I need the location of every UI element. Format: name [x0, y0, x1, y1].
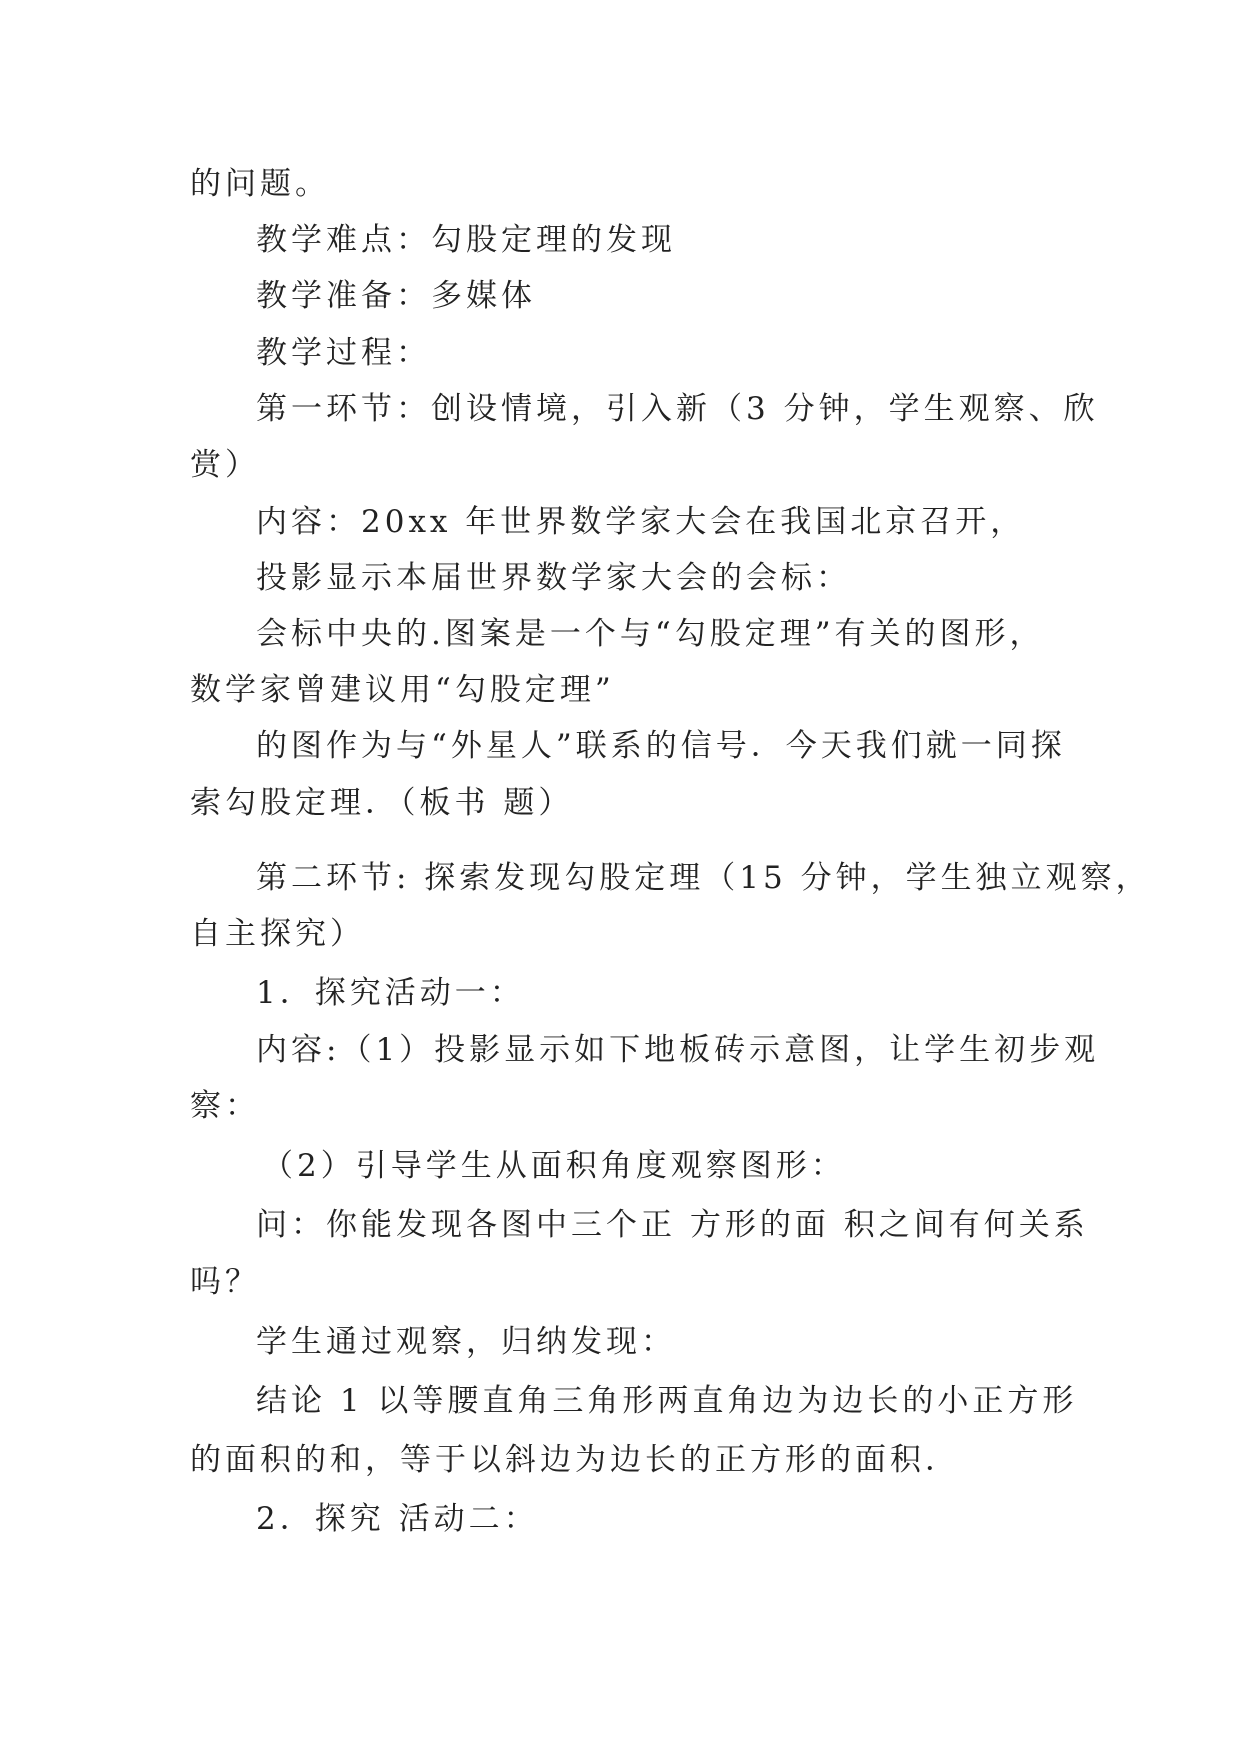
text-line: 吗？ — [190, 1264, 260, 1300]
text-line: 2．探究 活动二： — [256, 1501, 539, 1537]
text-line: 察： — [190, 1088, 260, 1124]
text-line: 教学过程： — [256, 335, 431, 371]
text-line: 教学难点：勾股定理的发现 — [256, 222, 676, 258]
text-line: 索勾股定理．（板书 题） — [190, 785, 574, 821]
text-line: 教学准备：多媒体 — [256, 278, 536, 314]
text-line: （2）引导学生从面积角度观察图形： — [262, 1148, 846, 1184]
text-line: 问：你能发现各图中三个正 方形的面 积之间有何关系 — [256, 1207, 1089, 1243]
text-line: 自主探究） — [190, 916, 365, 952]
text-line: 的面积的和，等于以斜边为边长的正方形的面积． — [190, 1442, 960, 1478]
text-line: 投影显示本届世界数学家大会的会标： — [256, 560, 851, 596]
text-line: 赏） — [190, 447, 260, 483]
text-line: 内容：20xx 年世界数学家大会在我国北京召开， — [256, 504, 1026, 540]
text-line: 内容:（1）投影显示如下地板砖示意图，让学生初步观 — [256, 1032, 1100, 1068]
text-line: 的问题。 — [190, 166, 330, 202]
text-line: 学生通过观察，归纳发现： — [256, 1324, 676, 1360]
text-line: 会标中央的.图案是一个与“勾股定理”有关的图形， — [256, 616, 1045, 652]
text-line: 结论 1 以等腰直角三角形两直角边为边长的小正方形 — [256, 1383, 1078, 1419]
text-line: 数学家曾建议用“勾股定理” — [190, 672, 615, 708]
text-line: 第一环节：创设情境，引入新（3 分钟，学生观察、欣 — [256, 391, 1099, 427]
text-line: 的图作为与“外星人”联系的信号．今天我们就一同探 — [256, 728, 1066, 764]
text-line: 第二环节: 探索发现勾股定理（15 分钟，学生独立观察， — [256, 860, 1151, 896]
text-line: 1．探究活动一： — [256, 975, 525, 1011]
